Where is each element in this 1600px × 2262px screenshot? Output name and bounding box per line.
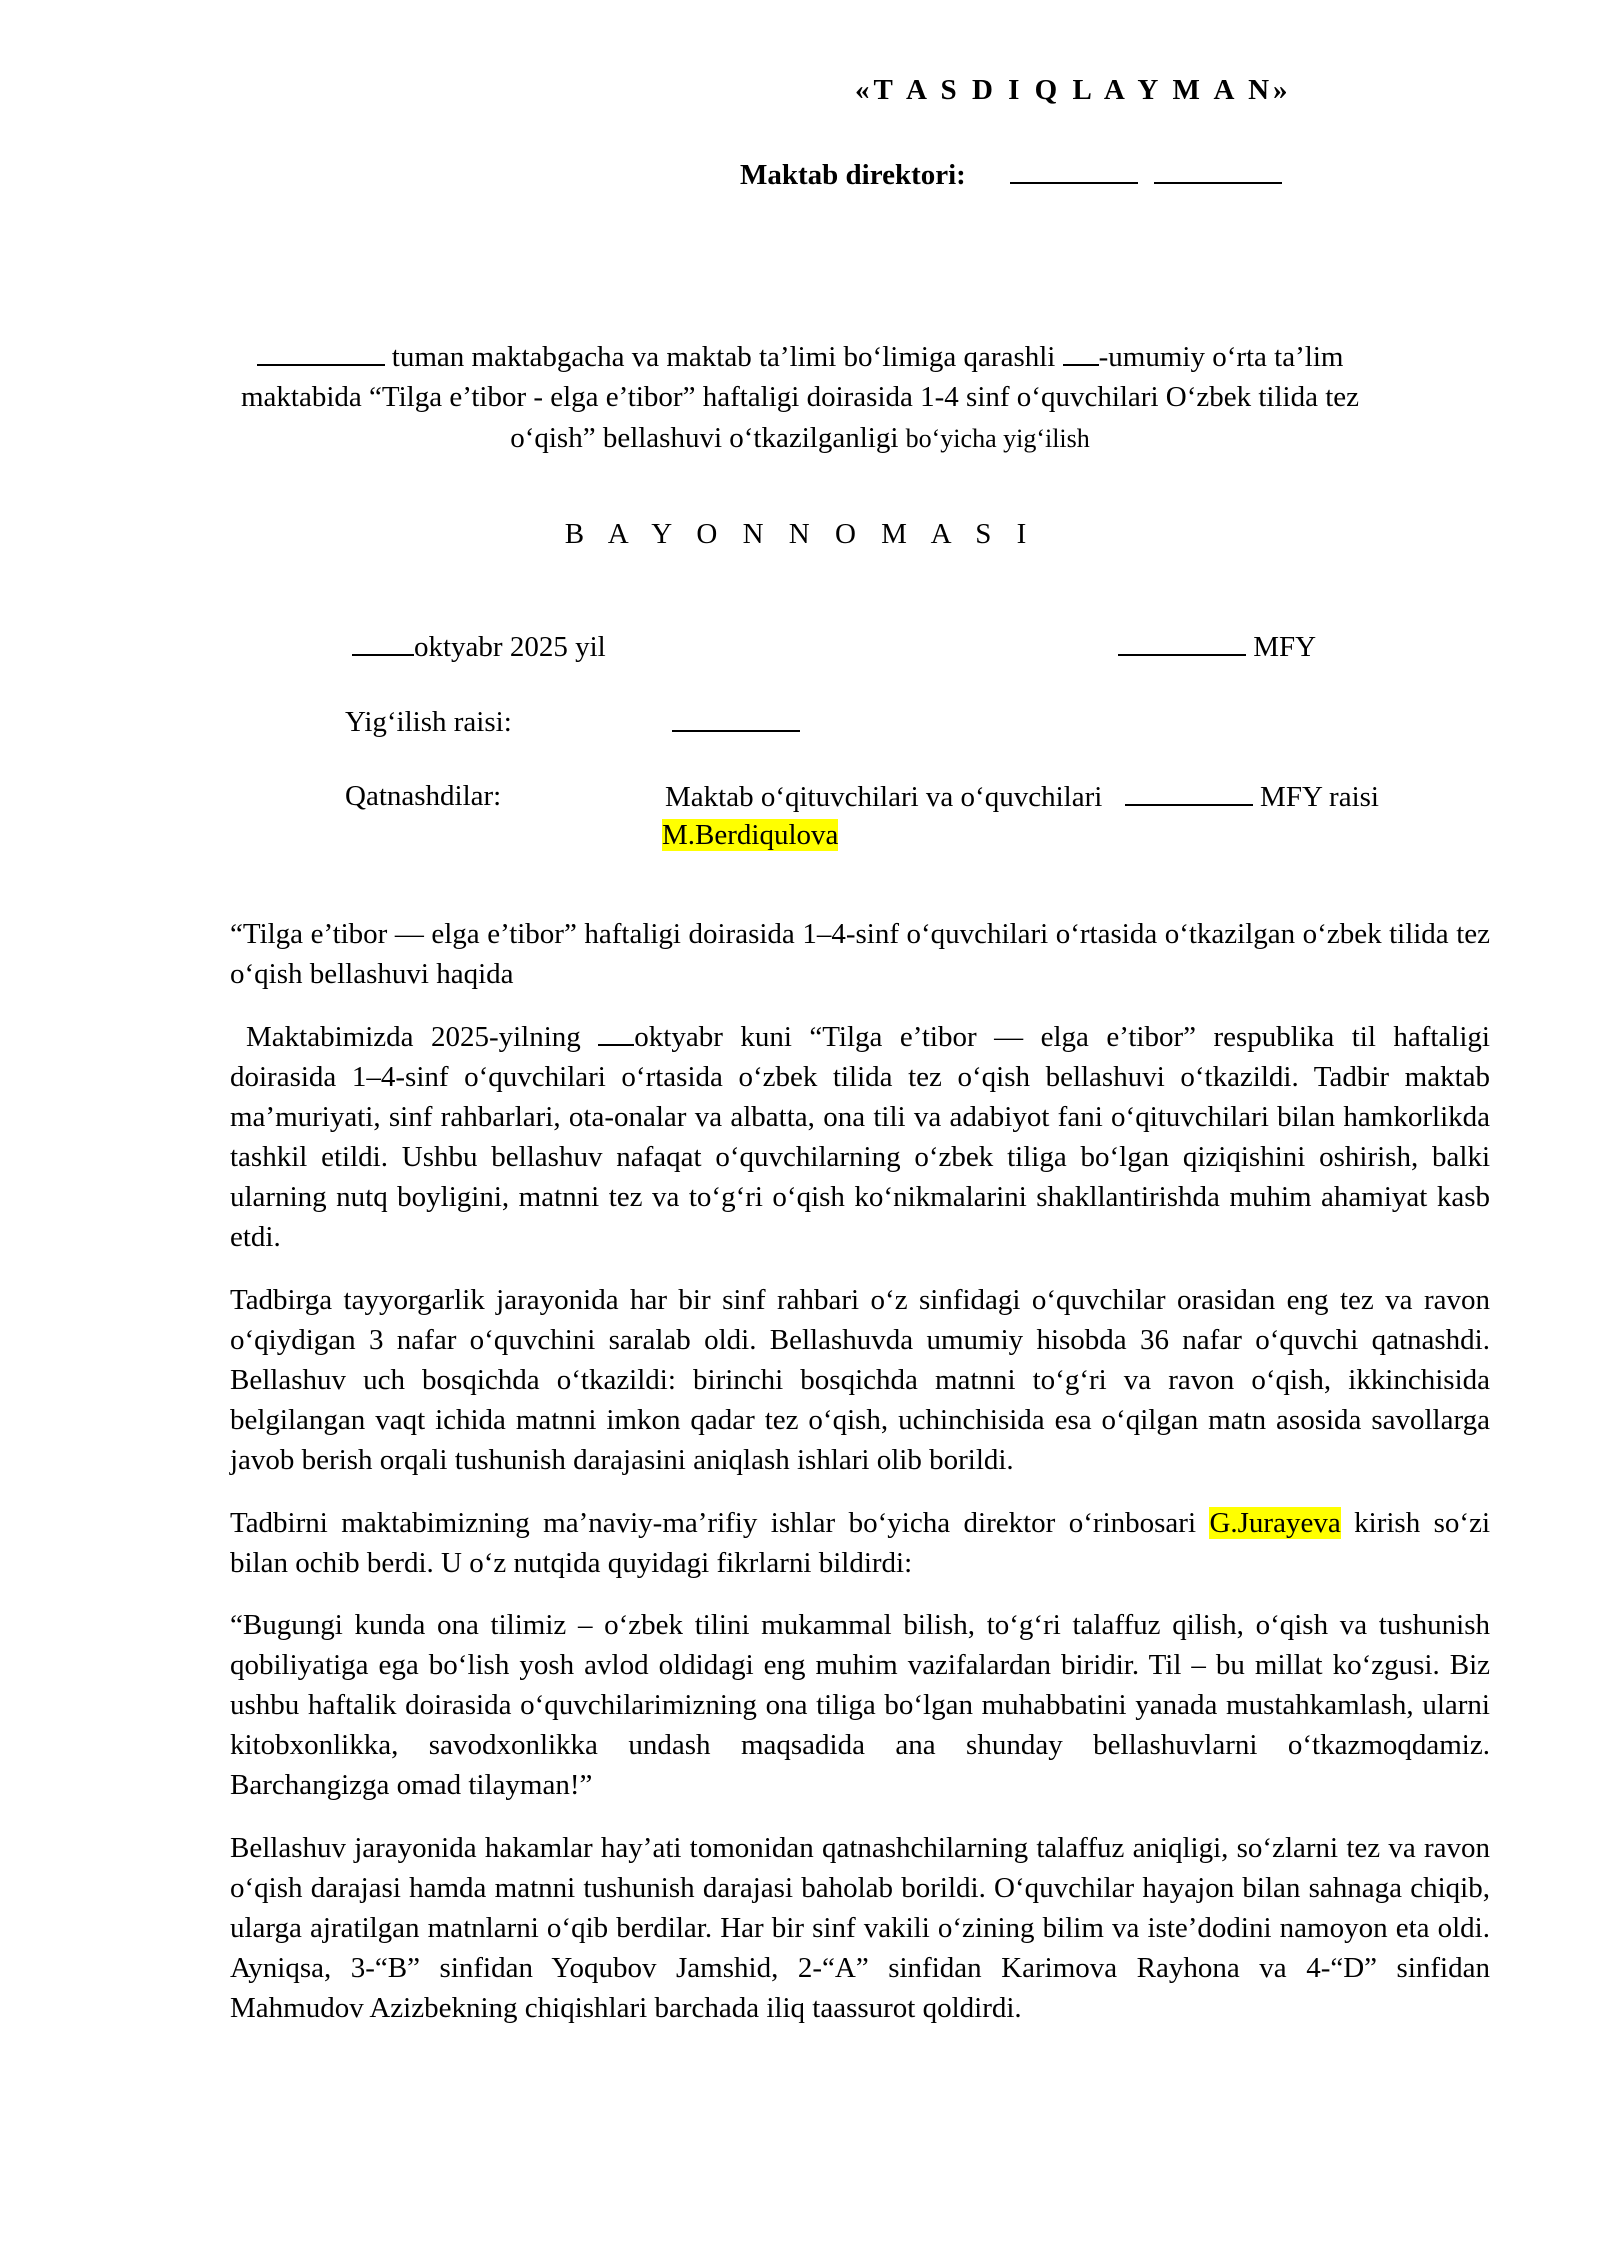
intro-text-3b: bo‘yicha yig‘ilish: [905, 424, 1090, 453]
participants-mfy-blank: [1125, 776, 1253, 806]
district-blank: [257, 336, 385, 366]
participants-mfy-label: MFY raisi: [1260, 781, 1379, 813]
p2-rest: oktyabr kuni “Tilga e’tibor — elga e’tibor” respublika til haftaligi doirasida 1–4-sinf o‘quvchilari o‘rtasida o‘zbek tilida tez o‘qish bellashuvi o‘tkazildi. Tadbir maktab ma’muriyati, sinf rahbarlari, ota-onalar va albatta, ona tili va adabiyot fani o‘qituvchilari bilan hamkorlikda tashkil etildi. Ushbu bellashuv nafaqat o‘quvchilarning o‘zbek tiliga bo‘lgan qiziqishini oshirish, balki ularning nutq boyligini, matnni tez va to‘g‘ri o‘qish ko‘nikmalarini shakllantirishda muhim ahamiyat kasb etdi.: [230, 1021, 1490, 1253]
p4-end: kirish so‘zi bilan ochib berdi. U o‘z nutqida quyidagi fikrlarni bildirdi:: [230, 1507, 1491, 1579]
p2-start: Maktabimizda 2025-yilning: [246, 1021, 581, 1053]
director-name-blank: [1154, 154, 1282, 184]
intro-text-1-end: -umumiy o‘rta ta’lim: [1098, 341, 1344, 373]
school-number-blank: [1063, 336, 1099, 366]
intro-line-1: [200, 336, 1400, 377]
date-text: oktyabr 2025 yil: [414, 631, 606, 663]
director-signature-blank: [1010, 154, 1138, 184]
director-line: [740, 154, 1282, 195]
paragraph-6: Bellashuv jarayonida hakamlar hay’ati tomonidan qatnashchilarning talaffuz aniqligi, so‘zlarni tez va ravon o‘qish darajasi hamda matnni tushunish darajasi baholab borildi. O‘quvchilar hayajon bilan sahnaga chiqib, ularga ajratilgan matnlarni o‘qib berdilar. Har bir sinf vakili o‘zining bilim va iste’dodini namoyon eta oldi. Ayniqsa, 3-“B” sinfidan Yoqubov Jamshid, 2-“A” sinfidan Karimova Rayhona va 4-“D” sinfidan Mahmudov Azizbekning chiqishlari barchada iliq taassurot qoldirdi.: [230, 1832, 1490, 2024]
paragraph-3: Tadbirga tayyorgarlik jarayonida har bir sinf rahbari o‘z sinfidagi o‘quvchilar orasidan eng tez va ravon o‘qiydigan 3 nafar o‘quvchini saralab oldi. Bellashuvda umumiy hisobda 36 nafar o‘quvchi qatnashdi. Bellashuv uch bosqichda o‘tkazildi: birinchi bosqichda matnni to‘g‘ri va ravon o‘qish, ikkinchisida belgilangan vaqt ichida matnni imkon qadar tez o‘qish, uchinchisida esa o‘qilgan matn asosida savollarga javob berish orqali tushunish darajasini aniqlash ishlari olib borildi.: [230, 1284, 1490, 1476]
intro-line-3: [200, 418, 1400, 459]
chair-label: Yig‘ilish raisi:: [345, 706, 512, 738]
day-blank: [352, 626, 414, 656]
p4-start: Tadbirni maktabimizning ma’naviy-ma’rifiy ishlar bo‘yicha direktor o‘rinbosari: [230, 1507, 1196, 1539]
date-line: [352, 626, 606, 667]
participants-name-line: [662, 815, 838, 855]
director-label: Maktab direktori:: [740, 159, 966, 191]
paragraph-4: [230, 1503, 1490, 1583]
document-title: B A Y O N N O M A S I: [564, 518, 1036, 550]
chair-blank: [672, 702, 800, 732]
p4-name: G.Jurayeva: [1209, 1507, 1341, 1539]
participants-value: [665, 776, 1379, 817]
approval-heading: «T A S D I Q L A Y M A N»: [855, 74, 1292, 106]
participants-text: Maktab o‘qituvchilari va o‘quvchilari: [665, 781, 1103, 813]
participants-label: Qatnashdilar:: [345, 780, 502, 812]
paragraph-2: [230, 1016, 1490, 1257]
intro-text-1: tuman maktabgacha va maktab ta’limi bo‘limiga qarashli: [391, 341, 1056, 373]
paragraph-5: “Bugungi kunda ona tilimiz – o‘zbek tilini mukammal bilish, to‘g‘ri talaffuz qilish, o‘qish va tushunish qobiliyatiga ega bo‘lish yosh avlod oldidagi eng muhim vazifalardan biridir. Til – bu millat ko‘zgusi. Biz ushbu haftalik doirasida o‘quvchilarimizning ona tiliga bo‘lgan muhabbatini yanada mustahkamlash, ularni kitobxonlikka, savodxonlikka undash maqsadida ana shunday bellashuvlarni o‘tkazmoqdamiz. Barchangizga omad tilayman!”: [230, 1609, 1490, 1801]
chair-value: [672, 702, 800, 743]
participants-name: M.Berdiqulova: [662, 819, 839, 851]
mfy-line: [1118, 626, 1316, 667]
mfy-label: MFY: [1253, 631, 1317, 663]
mfy-blank: [1118, 626, 1246, 656]
paragraph-1: “Tilga e’tibor — elga e’tibor” haftaligi doirasida 1–4-sinf o‘quvchilari o‘rtasida o‘tkazilgan o‘zbek tilida tez o‘qish bellashuvi haqida: [230, 918, 1490, 990]
intro-line-2: maktabida “Tilga e’tibor - elga e’tibor” haftaligi doirasida 1-4 sinf o‘quvchilari O‘zbek tilida tez: [240, 381, 1360, 413]
p2-day-blank: [598, 1016, 634, 1046]
intro-text-3a: o‘qish” bellashuvi o‘tkazilganligi: [510, 422, 899, 454]
